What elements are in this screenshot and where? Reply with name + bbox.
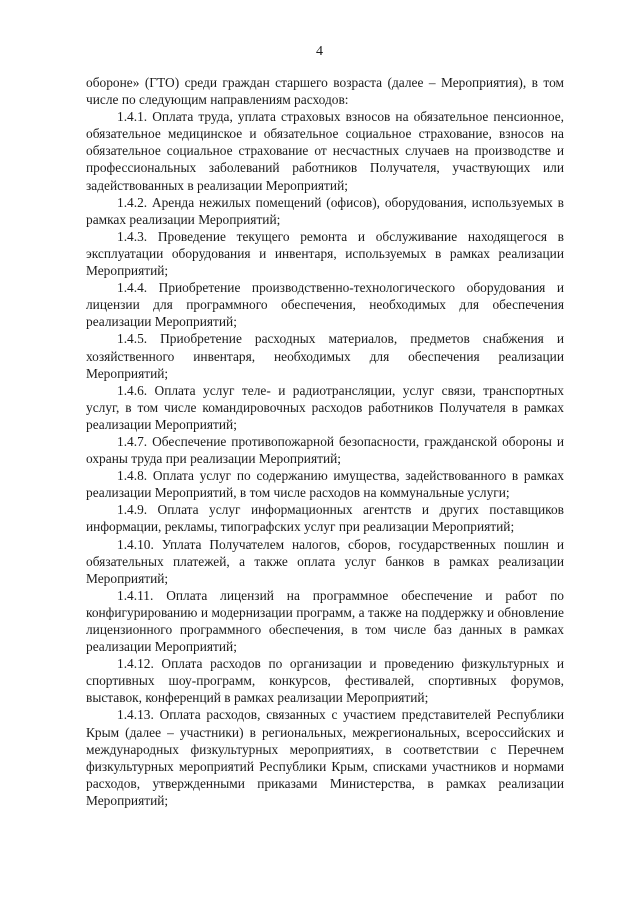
paragraph-1-4-11: 1.4.11. Оплата лицензий на программное обеспечение и работ по конфигурированию и модернизации программ, а также на поддержку и обновление лицензионного программного обеспечения, в том числе баз данных в рамках реализации Мероприятий; — [86, 587, 564, 655]
paragraph-1-4-3: 1.4.3. Проведение текущего ремонта и обслуживание находящегося в эксплуатации оборудования и инвентаря, используемых в рамках реализации Мероприятий; — [86, 228, 564, 279]
paragraph-1-4-4: 1.4.4. Приобретение производственно-технологического оборудования и лицензии для программного обеспечения, необходимых для обеспечения реализации Мероприятий; — [86, 280, 564, 330]
paragraph-1-4-6: 1.4.6. Оплата услуг теле- и радиотрансляции, услуг связи, транспортных услуг, в том числе командировочных расходов работников Получателя в рамках реализации Мероприятий; — [86, 382, 564, 432]
paragraph-1-4-9: 1.4.9. Оплата услуг информационных агентств и других поставщиков информации, рекламы, типографских услуг при реализации Мероприятий; — [86, 502, 564, 535]
paragraph-1-4-13: 1.4.13. Оплата расходов, связанных с участием представителей Республики Крым (далее – участники) в региональных, межрегиональных, всероссийских и международных физкультурных мероприятиях, в соответствии с Перечнем физкультурных мероприятий Республики Крым, списками участников и нормами расходов, утвержденными приказами Министерства, в рамках реализации Мероприятий; — [86, 707, 564, 808]
paragraph-1-4-8: 1.4.8. Оплата услуг по содержанию имущества, задействованного в рамках реализации Мероприятий, в том числе расходов на коммунальные услуги; — [86, 468, 564, 501]
paragraph-1-4-10: 1.4.10. Уплата Получателем налогов, сборов, государственных пошлин и обязательных платежей, а также оплата услуг банков в рамках реализации Мероприятий; — [86, 536, 564, 586]
paragraph-1-4-12: 1.4.12. Оплата расходов по организации и проведению физкультурных и спортивных шоу-программ, конкурсов, фестивалей, спортивных форумов, выставок, конференций в рамках реализации Мероприятий; — [86, 656, 564, 706]
page-number: 4 — [316, 44, 323, 59]
document-body — [86, 74, 564, 809]
paragraph-1-4-7: 1.4.7. Обеспечение противопожарной безопасности, гражданской обороны и охраны труда при реализации Мероприятий; — [86, 433, 564, 467]
paragraph-1-4-2: 1.4.2. Аренда нежилых помещений (офисов), оборудования, используемых в рамках реализации Мероприятий; — [86, 194, 564, 227]
paragraph-1-4-1: 1.4.1. Оплата труда, уплата страховых взносов на обязательное пенсионное, обязательное медицинское и обязательное социальное страхование, взносов на обязательное социальное страхование от несчастных случаев на производстве и профессиональных заболеваний работников Получателя, участвующих или задействованных в реализации Мероприятий; — [86, 109, 564, 193]
paragraph-intro: обороне» (ГТО) среди граждан старшего возраста (далее – Мероприятия), в том числе по следующим направлениям расходов: — [86, 75, 564, 108]
paragraph-1-4-5: 1.4.5. Приобретение расходных материалов, предметов снабжения и хозяйственного инвентаря, необходимых для обеспечения реализации Мероприятий; — [86, 331, 564, 381]
